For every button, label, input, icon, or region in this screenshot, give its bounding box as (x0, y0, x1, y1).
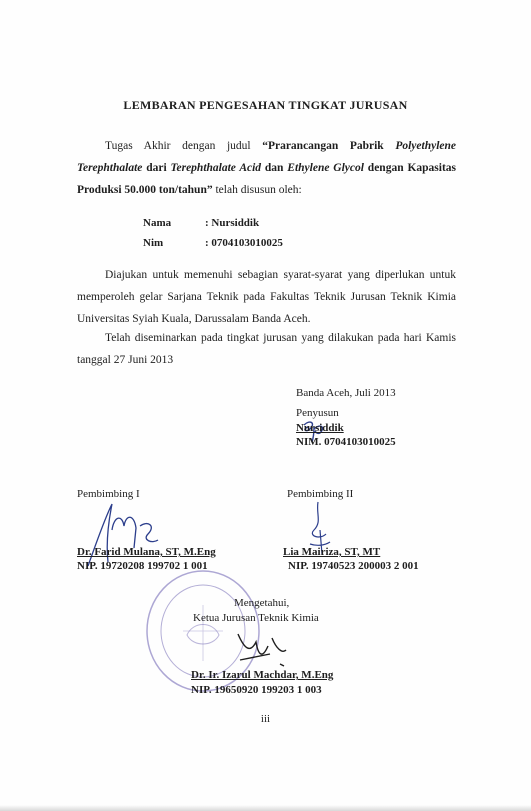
intro-title-text: dengan Kapasitas (363, 162, 457, 174)
name-label: Nama (143, 217, 172, 229)
body-p1-line-2: memperoleh gelar Sarjana Teknik pada Fakultas Teknik Jurusan Teknik Kimia (77, 291, 456, 303)
intro-title-italic: Terephthalate (77, 162, 143, 174)
intro-title-end: Produksi 50.000 ton/tahun” (77, 184, 213, 196)
nim-value: : 0704103010025 (205, 237, 283, 249)
intro-line-2 (77, 162, 456, 174)
intro-title-italic: Ethylene Glycol (287, 162, 364, 174)
supervisor2-nip: NIP. 19740523 200003 2 001 (288, 560, 419, 572)
supervisor1-nip: NIP. 19720208 199702 1 001 (77, 560, 208, 572)
body-p1-line-3: Universitas Syiah Kuala, Darussalam Banda Aceh. (77, 313, 311, 325)
intro-title-text: dari (142, 162, 171, 174)
nim-label: Nim (143, 237, 164, 249)
supervisor1-role: Pembimbing I (77, 488, 140, 500)
intro-text: Tugas Akhir dengan judul (105, 140, 263, 152)
approval-heading: Mengetahui, (234, 597, 290, 609)
body-p2-line-1: Telah diseminarkan pada tingkat jurusan yang dilakukan pada hari Kamis (105, 332, 456, 344)
author-role: Penyusun (296, 407, 339, 419)
intro-title-start: “Prarancangan Pabrik (262, 140, 396, 152)
author-name: Nursiddik (296, 422, 344, 434)
page-title: LEMBARAN PENGESAHAN TINGKAT JURUSAN (123, 98, 408, 112)
page-edge (0, 805, 531, 811)
supervisor2-role: Pembimbing II (287, 488, 354, 500)
supervisor1-name: Dr. Farid Mulana, ST, M.Eng (77, 546, 216, 558)
approval-name: Dr. Ir. Izarul Machdar, M.Eng (191, 669, 334, 681)
name-value: : Nursiddik (205, 217, 260, 229)
intro-line-1 (77, 140, 456, 152)
body-p1-line-1: Diajukan untuk memenuhi sebagian syarat-syarat yang diperlukan untuk (105, 269, 456, 281)
approval-nip: NIP. 19650920 199203 1 003 (191, 684, 322, 696)
place-date: Banda Aceh, Juli 2013 (296, 387, 396, 399)
supervisor2-name: Lia Mairiza, ST, MT (283, 546, 381, 558)
intro-title-text: dan (261, 162, 288, 174)
author-nim: NIM. 0704103010025 (296, 436, 396, 448)
intro-line-3 (77, 184, 302, 196)
page-number: iii (260, 713, 271, 725)
body-p2-line-2: tanggal 27 Juni 2013 (77, 354, 174, 366)
approval-signature-icon (230, 624, 290, 670)
intro-text: telah disusun oleh: (212, 184, 302, 196)
approval-role: Ketua Jurusan Teknik Kimia (193, 612, 319, 624)
intro-title-italic: Polyethylene (395, 140, 457, 152)
intro-title-italic: Terephthalate Acid (170, 162, 262, 174)
